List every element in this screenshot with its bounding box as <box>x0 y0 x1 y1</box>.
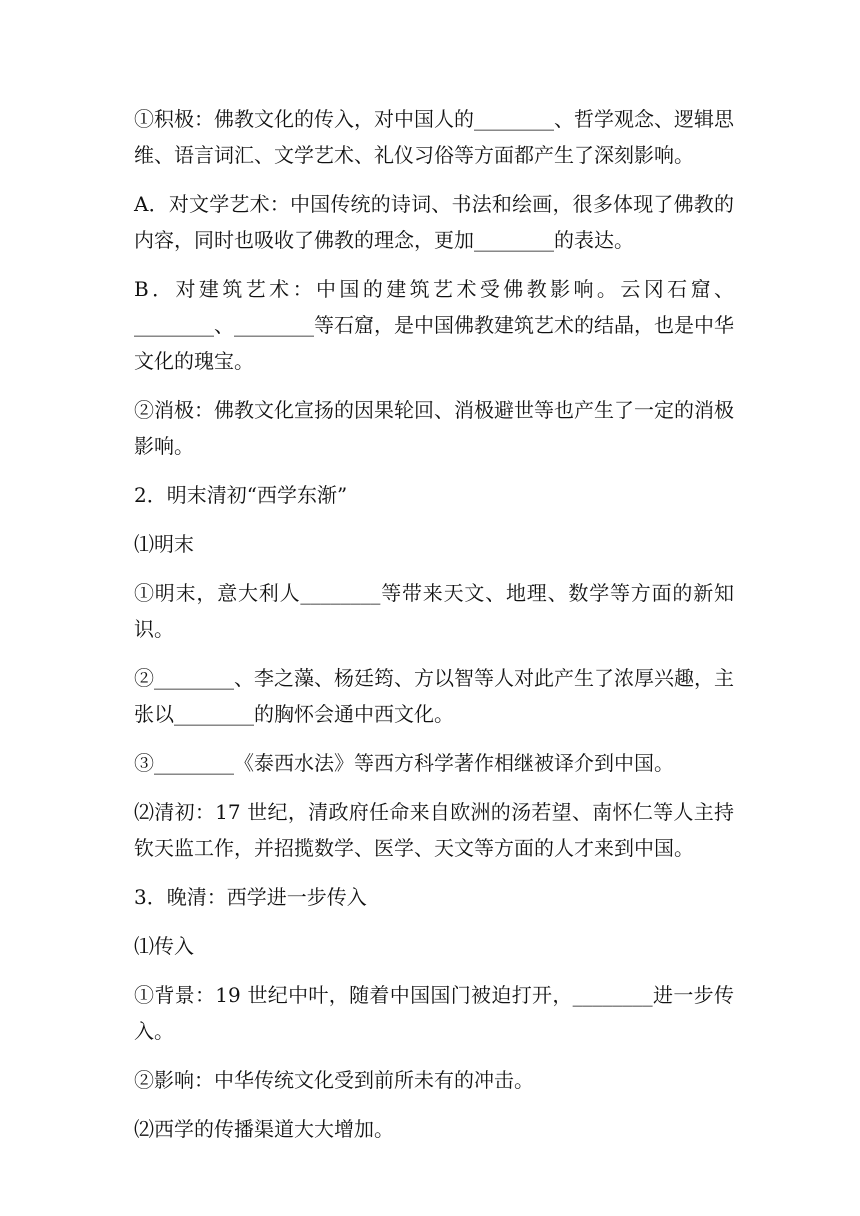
document-body <box>134 101 734 1160</box>
paragraph-impact: ②影响：中华传统文化受到前所未有的冲击。 <box>134 1068 534 1092</box>
paragraph-early-qing: ⑵清初：17 世纪，清政府任命来自欧洲的汤若望、南怀仁等人主持钦天监工作，并招揽数学、医学、天文等方面的人才来到中国。 <box>134 800 734 860</box>
paragraph-buddhism-positive: ①积极：佛教文化的传入，对中国人的________、哲学观念、逻辑思维、语言词汇、文学艺术、礼仪习俗等方面都产生了深刻影响。 <box>134 107 734 167</box>
paragraph-italian-knowledge: ①明末，意大利人________等带来天文、地理、数学等方面的新知识。 <box>134 581 734 641</box>
subheading-late-ming: ⑴明末 <box>134 532 194 556</box>
paragraph-western-works: ③________《泰西水法》等西方科学著作相继被译介到中国。 <box>134 751 674 775</box>
paragraph-buddhism-negative: ②消极：佛教文化宣扬的因果轮回、消极避世等也产生了一定的消极影响。 <box>134 398 734 458</box>
paragraph-literature-art: A．对文学艺术：中国传统的诗词、书法和绘画，很多体现了佛教的内容，同时也吸收了佛教的理念，更加________的表达。 <box>134 192 734 252</box>
paragraph-chinese-scholars: ②________、李之藻、杨廷筠、方以智等人对此产生了浓厚兴趣，主张以________的胸怀会通中西文化。 <box>134 666 734 726</box>
paragraph-architecture-art: B．对建筑艺术：中国的建筑艺术受佛教影响。云冈石窟、________、________等石窟，是中国佛教建筑艺术的结晶，也是中华文化的瑰宝。 <box>134 277 734 373</box>
paragraph-channels: ⑵西学的传播渠道大大增加。 <box>134 1117 394 1141</box>
heading-late-ming-early-qing: 2．明末清初“西学东渐” <box>134 483 348 507</box>
subheading-introduction: ⑴传入 <box>134 934 194 958</box>
paragraph-background: ①背景：19 世纪中叶，随着中国国门被迫打开，________进一步传入。 <box>134 983 734 1043</box>
heading-late-qing: 3．晚清：西学进一步传入 <box>134 885 367 909</box>
